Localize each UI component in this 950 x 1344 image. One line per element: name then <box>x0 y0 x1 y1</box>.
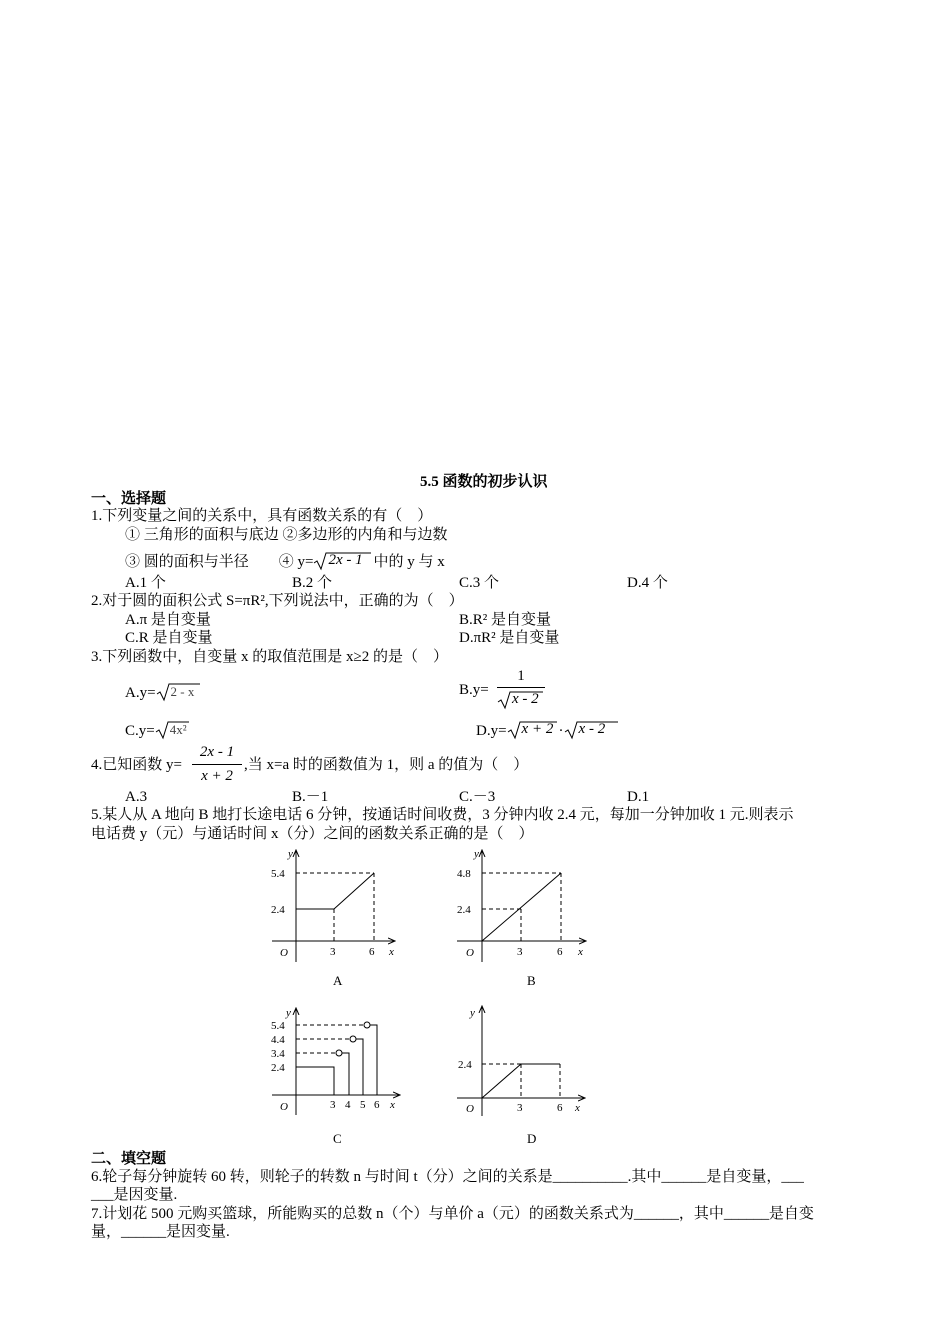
question-2-option-d: D.πR² 是自变量 <box>459 630 560 646</box>
section-heading-fill: 二、填空题 <box>91 1151 167 1167</box>
question-1-line1: ① 三角形的面积与底边 ②多边形的内角和与边数 <box>125 527 448 543</box>
question-4-option-c: C.－3 <box>459 789 496 805</box>
x-tick-label: 5 <box>360 1099 366 1111</box>
origin-label: O <box>466 947 474 959</box>
question-1-option-d: D.4 个 <box>627 575 668 591</box>
y-axis-label: y <box>474 848 479 860</box>
question-1-option-a: A.1 个 <box>125 575 166 591</box>
x-tick-label: 6 <box>557 1102 563 1114</box>
question-3-stem: 3.下列函数中，自变量 x 的取值范围是 x≥2 的是（ ） <box>91 649 448 665</box>
question-6-line1: 6.轮子每分钟旋转 60 转，则轮子的转数 n 与时间 t（分）之间的关系是__________.其中______是自变量，___ <box>91 1169 804 1185</box>
graph-b <box>457 848 586 988</box>
question-6-line2: ___是因变量. <box>91 1187 178 1203</box>
y-tick-label: 2.4 <box>458 1059 472 1071</box>
origin-label: O <box>280 1101 288 1113</box>
question-4-stem-a: 4.已知函数 y= <box>91 757 182 773</box>
y-axis-label: y <box>286 1007 291 1019</box>
question-4-option-b: B.－1 <box>292 789 329 805</box>
y-tick-label: 2.4 <box>457 904 471 916</box>
section-heading-choice: 一、选择题 <box>91 491 167 507</box>
question-7-line2: 量，______是因变量. <box>91 1224 230 1240</box>
question-4-numerator: 2x - 1 <box>199 744 235 760</box>
x-axis-label: x <box>578 946 583 958</box>
y-tick-label: 2.4 <box>271 1062 285 1074</box>
x-axis-label: x <box>575 1102 580 1114</box>
question-4-option-a: A.3 <box>125 789 148 805</box>
question-3-option-c: C.y= 4x² <box>125 720 191 740</box>
question-5-line1: 5.某人从 A 地向 B 地打长途电话 6 分钟，按通话时间收费，3 分钟内收 2.4 元，每加一分钟加收 1 元.则表示 <box>91 807 794 823</box>
question-4-denominator: x + 2 <box>201 768 233 784</box>
question-4-stem-b: ,当 x=a 时的函数值为 1，则 a 的值为（ ） <box>244 757 529 773</box>
y-tick-label: 2.4 <box>271 904 285 916</box>
y-tick-label: 5.4 <box>271 868 285 880</box>
y-axis-label: y <box>470 1007 475 1019</box>
question-1-option-c: C.3 个 <box>459 575 500 591</box>
page-title: 5.5 函数的初步认识 <box>420 474 548 490</box>
y-tick-label: 4.4 <box>271 1034 285 1046</box>
graph-caption: B <box>527 973 536 988</box>
graph-c <box>271 1007 400 1146</box>
question-1-stem: 1.下列变量之间的关系中，具有函数关系的有（ ） <box>91 508 433 524</box>
y-tick-label: 5.4 <box>271 1020 285 1032</box>
graph-caption: C <box>333 1131 342 1146</box>
x-tick-label: 4 <box>345 1099 351 1111</box>
y-tick-label: 3.4 <box>271 1048 285 1060</box>
question-3-option-b: B.y= <box>459 682 489 698</box>
y-tick-label: 4.8 <box>457 868 471 880</box>
graph-caption: A <box>333 973 343 988</box>
question-5-line2: 电话费 y（元）与通话时间 x（分）之间的函数关系正确的是（ ） <box>91 826 534 842</box>
x-axis-label: x <box>390 1099 395 1111</box>
question-2-option-b: B.R² 是自变量 <box>459 612 552 628</box>
x-tick-label: 6 <box>374 1099 380 1111</box>
question-3-option-b-denominator: x - 2 <box>497 690 545 710</box>
graph-a-line <box>296 873 374 909</box>
question-7-line1: 7.计划花 500 元购买篮球，所能购买的总数 n（个）与单价 a（元）的函数关系式为______，其中______是自变 <box>91 1206 814 1222</box>
question-2-option-a: A.π 是自变量 <box>125 612 211 628</box>
y-axis-label: y <box>288 848 293 860</box>
fraction-bar <box>497 687 545 688</box>
origin-label: O <box>466 1103 474 1115</box>
question-1-option-b: B.2 个 <box>292 575 333 591</box>
question-3-option-a: A.y= 2 - x <box>125 682 202 702</box>
graph-caption: D <box>527 1131 537 1146</box>
x-tick-label: 6 <box>369 946 375 958</box>
sqrt-expression: 2x - 1 <box>313 551 373 571</box>
question-4-option-d: D.1 <box>627 789 650 805</box>
graph-d <box>457 1006 585 1146</box>
question-2-stem: 2.对于圆的面积公式 S=πR²,下列说法中，正确的为（ ） <box>91 593 464 609</box>
graph-a <box>271 848 395 988</box>
x-tick-label: 6 <box>557 946 563 958</box>
question-5-graphs <box>0 840 950 1150</box>
origin-label: O <box>280 947 288 959</box>
x-tick-label: 3 <box>517 946 523 958</box>
graph-c-steps <box>296 1025 377 1095</box>
question-3-option-d: D.y= x + 2 · x - 2 <box>476 720 620 740</box>
question-2-option-c: C.R 是自变量 <box>125 630 213 646</box>
x-axis-label: x <box>389 946 394 958</box>
question-1-line2: ③ 圆的面积与半径 ④ y= 2x - 1 中的 y 与 x <box>125 552 445 570</box>
fraction-bar <box>192 764 242 765</box>
x-tick-label: 3 <box>330 1099 336 1111</box>
question-3-option-b-numerator: 1 <box>517 668 525 684</box>
x-tick-label: 3 <box>330 946 336 958</box>
x-tick-label: 3 <box>517 1102 523 1114</box>
